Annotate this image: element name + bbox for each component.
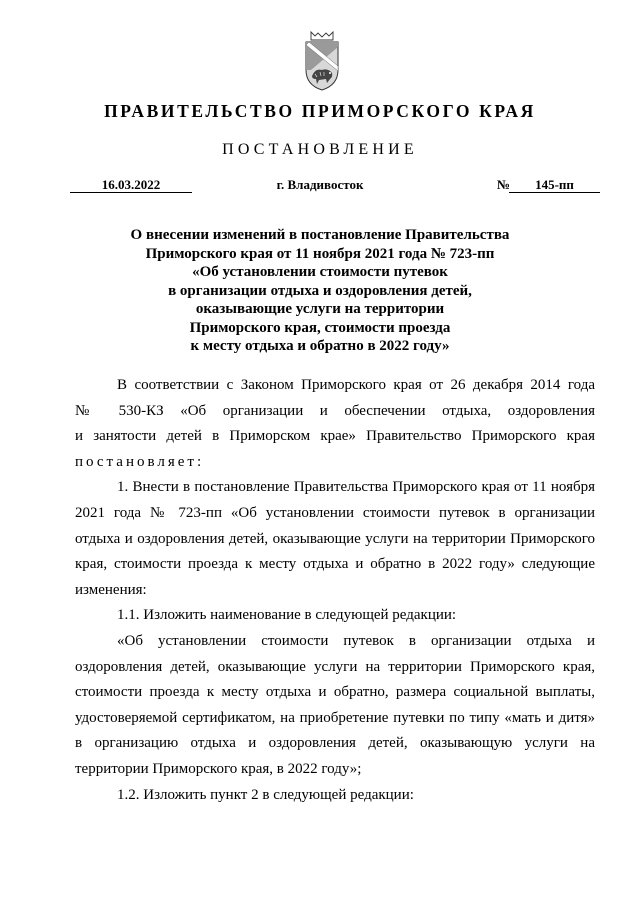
body-line: 1.1. Изложить наименование в следующей редакции:: [117, 607, 457, 624]
body-line: отдыха и оздоровления детей, оказывающие услуги на территории Приморского: [75, 530, 595, 547]
body-line: края, стоимости проезда к месту отдыха и обратно в 2022 году» следующие: [75, 556, 595, 573]
document-city: г. Владивосток: [276, 177, 364, 192]
body-line: изменения:: [75, 581, 147, 598]
document-date: 16.03.2022: [70, 177, 192, 193]
body-line: постановляет:: [75, 453, 205, 470]
document-heading: [120, 226, 520, 356]
heading-line: оказывающие услуги на территории: [195, 301, 445, 317]
heading-line: к месту отдыха и обратно в 2022 году»: [190, 338, 450, 354]
body-line: и занятости детей в Приморском крае» Правительство Приморского края: [75, 428, 595, 445]
document-type: ПОСТАНОВЛЕНИЕ: [222, 141, 418, 158]
number-sign: №: [497, 177, 511, 192]
heading-line: в организации отдыха и оздоровления детей,: [168, 282, 472, 299]
primorsky-krai-coat-of-arms-icon: [303, 30, 341, 92]
document-body: [75, 373, 595, 808]
emblem: [303, 30, 341, 92]
body-line: оздоровления детей, оказывающие услуги на территории Приморского края,: [75, 658, 595, 675]
body-line: № 530-КЗ «Об организации и обеспечении отдыха, оздоровления: [75, 402, 595, 419]
body-line: «Об установлении стоимости путевок в организации отдыха и: [117, 632, 595, 649]
heading-line: Приморского края от 11 ноября 2021 года № 723-пп: [145, 245, 495, 262]
heading-line: О внесении изменений в постановление Правительства: [130, 227, 510, 243]
document-meta-row: [0, 177, 640, 195]
body-line: в организацию отдыха и оздоровления детей, оказывающую услуги на: [75, 735, 595, 752]
document-number: 145-пп: [509, 177, 600, 193]
body-line: территории Приморского края, в 2022 году»;: [75, 760, 362, 777]
government-name: ПРАВИТЕЛЬСТВО ПРИМОРСКОГО КРАЯ: [104, 101, 536, 121]
body-line: удостоверяемой сертификатом, на приобретение путевки по типу «мать и дитя»: [75, 709, 595, 726]
body-line: 1.2. Изложить пункт 2 в следующей редакции:: [117, 786, 414, 803]
body-line: В соответствии с Законом Приморского края от 26 декабря 2014 года: [117, 377, 595, 393]
body-line: стоимости проезда к месту отдыха и обратно, размера социальной выплаты,: [75, 684, 595, 701]
body-line: 1. Внести в постановление Правительства Приморского края от 11 ноября: [117, 479, 595, 496]
heading-line: Приморского края, стоимости проезда: [189, 319, 451, 336]
body-line: 2021 года № 723-пп «Об установлении стоимости путевок в организации: [75, 504, 595, 521]
heading-line: «Об установлении стоимости путевок: [192, 264, 448, 280]
